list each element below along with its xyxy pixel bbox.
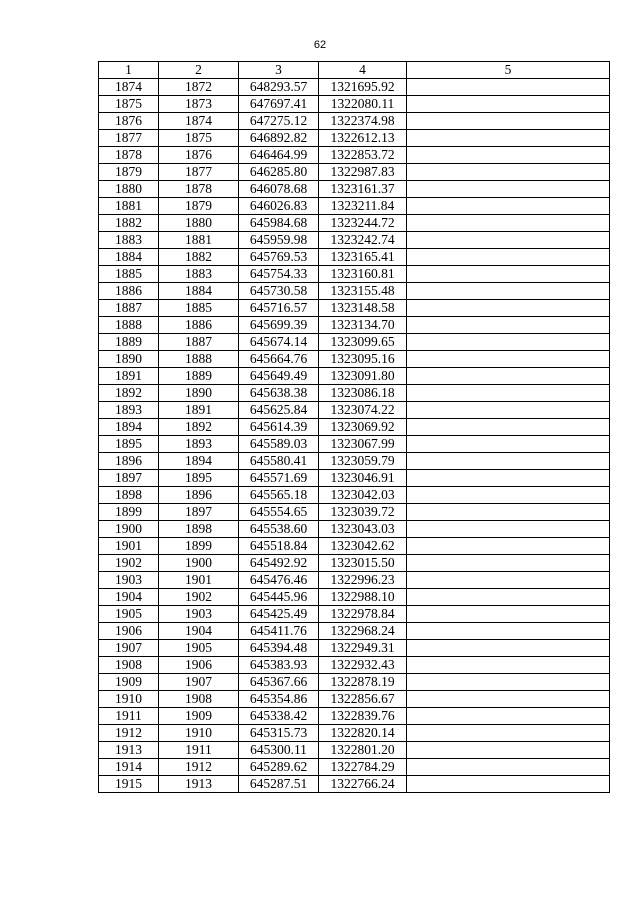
x-coordinate-cell: 645476.46: [239, 572, 319, 589]
point-number-cell: 1914: [99, 759, 159, 776]
table-row: [99, 606, 610, 623]
x-coordinate-cell: 645354.86: [239, 691, 319, 708]
point-number-cell: 1903: [99, 572, 159, 589]
table-row: [99, 130, 610, 147]
page-number: 62: [313, 39, 327, 51]
column-header-5: 5: [407, 62, 610, 79]
point-number-cell: 1900: [99, 521, 159, 538]
point-number-cell: 1887: [99, 300, 159, 317]
x-coordinate-cell: 645730.58: [239, 283, 319, 300]
x-coordinate-cell: 645383.93: [239, 657, 319, 674]
ref-number-cell: 1872: [159, 79, 239, 96]
x-coordinate-cell: 645538.60: [239, 521, 319, 538]
ref-number-cell: 1885: [159, 300, 239, 317]
note-cell: [407, 555, 610, 572]
x-coordinate-cell: 645411.76: [239, 623, 319, 640]
y-coordinate-cell: 1323161.37: [319, 181, 407, 198]
table-row: [99, 232, 610, 249]
x-coordinate-cell: 646892.82: [239, 130, 319, 147]
y-coordinate-cell: 1322978.84: [319, 606, 407, 623]
coordinates-table: [98, 61, 610, 793]
point-number-cell: 1901: [99, 538, 159, 555]
y-coordinate-cell: 1322801.20: [319, 742, 407, 759]
note-cell: [407, 572, 610, 589]
x-coordinate-cell: 645518.84: [239, 538, 319, 555]
ref-number-cell: 1893: [159, 436, 239, 453]
y-coordinate-cell: 1323067.99: [319, 436, 407, 453]
note-cell: [407, 147, 610, 164]
y-coordinate-cell: 1322839.76: [319, 708, 407, 725]
note-cell: [407, 453, 610, 470]
x-coordinate-cell: 645674.14: [239, 334, 319, 351]
table-row: [99, 79, 610, 96]
point-number-cell: 1894: [99, 419, 159, 436]
table-row: [99, 691, 610, 708]
table-row: [99, 555, 610, 572]
table-body: [99, 79, 610, 793]
note-cell: [407, 249, 610, 266]
note-cell: [407, 164, 610, 181]
point-number-cell: 1884: [99, 249, 159, 266]
ref-number-cell: 1909: [159, 708, 239, 725]
ref-number-cell: 1882: [159, 249, 239, 266]
x-coordinate-cell: 648293.57: [239, 79, 319, 96]
y-coordinate-cell: 1322374.98: [319, 113, 407, 130]
y-coordinate-cell: 1323148.58: [319, 300, 407, 317]
y-coordinate-cell: 1323091.80: [319, 368, 407, 385]
table-row: [99, 419, 610, 436]
ref-number-cell: 1876: [159, 147, 239, 164]
y-coordinate-cell: 1323074.22: [319, 402, 407, 419]
y-coordinate-cell: 1322820.14: [319, 725, 407, 742]
ref-number-cell: 1873: [159, 96, 239, 113]
point-number-cell: 1906: [99, 623, 159, 640]
point-number-cell: 1896: [99, 453, 159, 470]
table-row: [99, 453, 610, 470]
note-cell: [407, 368, 610, 385]
table-row: [99, 640, 610, 657]
y-coordinate-cell: 1323086.18: [319, 385, 407, 402]
table-row: [99, 368, 610, 385]
point-number-cell: 1879: [99, 164, 159, 181]
ref-number-cell: 1887: [159, 334, 239, 351]
y-coordinate-cell: 1323165.41: [319, 249, 407, 266]
point-number-cell: 1890: [99, 351, 159, 368]
point-number-cell: 1902: [99, 555, 159, 572]
table-header-row: [99, 62, 610, 79]
table-row: [99, 572, 610, 589]
note-cell: [407, 606, 610, 623]
ref-number-cell: 1879: [159, 198, 239, 215]
note-cell: [407, 113, 610, 130]
table-row: [99, 657, 610, 674]
x-coordinate-cell: 645492.92: [239, 555, 319, 572]
point-number-cell: 1913: [99, 742, 159, 759]
x-coordinate-cell: 646285.80: [239, 164, 319, 181]
point-number-cell: 1882: [99, 215, 159, 232]
note-cell: [407, 266, 610, 283]
y-coordinate-cell: 1322968.24: [319, 623, 407, 640]
table-row: [99, 742, 610, 759]
point-number-cell: 1885: [99, 266, 159, 283]
note-cell: [407, 317, 610, 334]
y-coordinate-cell: 1322987.83: [319, 164, 407, 181]
ref-number-cell: 1886: [159, 317, 239, 334]
point-number-cell: 1876: [99, 113, 159, 130]
point-number-cell: 1907: [99, 640, 159, 657]
note-cell: [407, 300, 610, 317]
table-row: [99, 266, 610, 283]
column-header-1: 1: [99, 62, 159, 79]
column-header-3: 3: [239, 62, 319, 79]
y-coordinate-cell: 1321695.92: [319, 79, 407, 96]
table-row: [99, 487, 610, 504]
table-row: [99, 759, 610, 776]
x-coordinate-cell: 646464.99: [239, 147, 319, 164]
note-cell: [407, 181, 610, 198]
y-coordinate-cell: 1323042.62: [319, 538, 407, 555]
note-cell: [407, 640, 610, 657]
y-coordinate-cell: 1322932.43: [319, 657, 407, 674]
y-coordinate-cell: 1323134.70: [319, 317, 407, 334]
note-cell: [407, 198, 610, 215]
table-row: [99, 470, 610, 487]
point-number-cell: 1893: [99, 402, 159, 419]
ref-number-cell: 1902: [159, 589, 239, 606]
x-coordinate-cell: 645445.96: [239, 589, 319, 606]
ref-number-cell: 1912: [159, 759, 239, 776]
note-cell: [407, 742, 610, 759]
x-coordinate-cell: 647275.12: [239, 113, 319, 130]
y-coordinate-cell: 1322784.29: [319, 759, 407, 776]
ref-number-cell: 1881: [159, 232, 239, 249]
y-coordinate-cell: 1322988.10: [319, 589, 407, 606]
y-coordinate-cell: 1323043.03: [319, 521, 407, 538]
note-cell: [407, 776, 610, 793]
note-cell: [407, 759, 610, 776]
point-number-cell: 1886: [99, 283, 159, 300]
note-cell: [407, 79, 610, 96]
table-row: [99, 113, 610, 130]
ref-number-cell: 1875: [159, 130, 239, 147]
x-coordinate-cell: 645287.51: [239, 776, 319, 793]
note-cell: [407, 504, 610, 521]
note-cell: [407, 436, 610, 453]
table-row: [99, 674, 610, 691]
x-coordinate-cell: 645716.57: [239, 300, 319, 317]
y-coordinate-cell: 1322080.11: [319, 96, 407, 113]
note-cell: [407, 334, 610, 351]
table-row: [99, 198, 610, 215]
ref-number-cell: 1884: [159, 283, 239, 300]
y-coordinate-cell: 1323039.72: [319, 504, 407, 521]
ref-number-cell: 1913: [159, 776, 239, 793]
table-row: [99, 181, 610, 198]
y-coordinate-cell: 1322853.72: [319, 147, 407, 164]
point-number-cell: 1883: [99, 232, 159, 249]
table-row: [99, 147, 610, 164]
column-header-2: 2: [159, 62, 239, 79]
note-cell: [407, 691, 610, 708]
x-coordinate-cell: 645649.49: [239, 368, 319, 385]
point-number-cell: 1899: [99, 504, 159, 521]
point-number-cell: 1898: [99, 487, 159, 504]
ref-number-cell: 1894: [159, 453, 239, 470]
point-number-cell: 1881: [99, 198, 159, 215]
point-number-cell: 1912: [99, 725, 159, 742]
column-header-4: 4: [319, 62, 407, 79]
x-coordinate-cell: 645394.48: [239, 640, 319, 657]
note-cell: [407, 674, 610, 691]
ref-number-cell: 1901: [159, 572, 239, 589]
note-cell: [407, 470, 610, 487]
x-coordinate-cell: 645664.76: [239, 351, 319, 368]
note-cell: [407, 708, 610, 725]
x-coordinate-cell: 645769.53: [239, 249, 319, 266]
table-row: [99, 436, 610, 453]
x-coordinate-cell: 646078.68: [239, 181, 319, 198]
ref-number-cell: 1891: [159, 402, 239, 419]
table-row: [99, 708, 610, 725]
ref-number-cell: 1889: [159, 368, 239, 385]
y-coordinate-cell: 1323242.74: [319, 232, 407, 249]
ref-number-cell: 1896: [159, 487, 239, 504]
table-row: [99, 334, 610, 351]
y-coordinate-cell: 1323059.79: [319, 453, 407, 470]
point-number-cell: 1895: [99, 436, 159, 453]
ref-number-cell: 1905: [159, 640, 239, 657]
y-coordinate-cell: 1323211.84: [319, 198, 407, 215]
note-cell: [407, 589, 610, 606]
point-number-cell: 1891: [99, 368, 159, 385]
x-coordinate-cell: 645425.49: [239, 606, 319, 623]
table-row: [99, 521, 610, 538]
ref-number-cell: 1899: [159, 538, 239, 555]
ref-number-cell: 1906: [159, 657, 239, 674]
table-row: [99, 300, 610, 317]
note-cell: [407, 283, 610, 300]
table-row: [99, 776, 610, 793]
y-coordinate-cell: 1322996.23: [319, 572, 407, 589]
point-number-cell: 1904: [99, 589, 159, 606]
table-row: [99, 385, 610, 402]
x-coordinate-cell: 645625.84: [239, 402, 319, 419]
ref-number-cell: 1883: [159, 266, 239, 283]
x-coordinate-cell: 645300.11: [239, 742, 319, 759]
x-coordinate-cell: 645984.68: [239, 215, 319, 232]
table-row: [99, 402, 610, 419]
table-row: [99, 215, 610, 232]
point-number-cell: 1875: [99, 96, 159, 113]
note-cell: [407, 623, 610, 640]
point-number-cell: 1892: [99, 385, 159, 402]
x-coordinate-cell: 645554.65: [239, 504, 319, 521]
ref-number-cell: 1895: [159, 470, 239, 487]
ref-number-cell: 1903: [159, 606, 239, 623]
x-coordinate-cell: 645614.39: [239, 419, 319, 436]
y-coordinate-cell: 1323099.65: [319, 334, 407, 351]
x-coordinate-cell: 645367.66: [239, 674, 319, 691]
ref-number-cell: 1910: [159, 725, 239, 742]
ref-number-cell: 1907: [159, 674, 239, 691]
y-coordinate-cell: 1323095.16: [319, 351, 407, 368]
y-coordinate-cell: 1323015.50: [319, 555, 407, 572]
point-number-cell: 1915: [99, 776, 159, 793]
point-number-cell: 1905: [99, 606, 159, 623]
note-cell: [407, 419, 610, 436]
table-row: [99, 589, 610, 606]
note-cell: [407, 402, 610, 419]
y-coordinate-cell: 1323042.03: [319, 487, 407, 504]
point-number-cell: 1880: [99, 181, 159, 198]
x-coordinate-cell: 645589.03: [239, 436, 319, 453]
x-coordinate-cell: 645754.33: [239, 266, 319, 283]
note-cell: [407, 96, 610, 113]
y-coordinate-cell: 1323046.91: [319, 470, 407, 487]
note-cell: [407, 385, 610, 402]
x-coordinate-cell: 645699.39: [239, 317, 319, 334]
x-coordinate-cell: 645338.42: [239, 708, 319, 725]
point-number-cell: 1910: [99, 691, 159, 708]
y-coordinate-cell: 1322949.31: [319, 640, 407, 657]
point-number-cell: 1897: [99, 470, 159, 487]
table-row: [99, 623, 610, 640]
point-number-cell: 1888: [99, 317, 159, 334]
note-cell: [407, 130, 610, 147]
ref-number-cell: 1880: [159, 215, 239, 232]
note-cell: [407, 232, 610, 249]
table-row: [99, 317, 610, 334]
x-coordinate-cell: 647697.41: [239, 96, 319, 113]
point-number-cell: 1908: [99, 657, 159, 674]
y-coordinate-cell: 1323160.81: [319, 266, 407, 283]
ref-number-cell: 1890: [159, 385, 239, 402]
ref-number-cell: 1877: [159, 164, 239, 181]
point-number-cell: 1878: [99, 147, 159, 164]
note-cell: [407, 215, 610, 232]
point-number-cell: 1911: [99, 708, 159, 725]
table-row: [99, 538, 610, 555]
table-row: [99, 96, 610, 113]
note-cell: [407, 657, 610, 674]
ref-number-cell: 1900: [159, 555, 239, 572]
ref-number-cell: 1888: [159, 351, 239, 368]
x-coordinate-cell: 646026.83: [239, 198, 319, 215]
note-cell: [407, 538, 610, 555]
x-coordinate-cell: 645638.38: [239, 385, 319, 402]
x-coordinate-cell: 645571.69: [239, 470, 319, 487]
y-coordinate-cell: 1323069.92: [319, 419, 407, 436]
y-coordinate-cell: 1322878.19: [319, 674, 407, 691]
ref-number-cell: 1878: [159, 181, 239, 198]
ref-number-cell: 1897: [159, 504, 239, 521]
note-cell: [407, 521, 610, 538]
y-coordinate-cell: 1322856.67: [319, 691, 407, 708]
point-number-cell: 1874: [99, 79, 159, 96]
x-coordinate-cell: 645580.41: [239, 453, 319, 470]
table-row: [99, 504, 610, 521]
note-cell: [407, 487, 610, 504]
ref-number-cell: 1898: [159, 521, 239, 538]
note-cell: [407, 725, 610, 742]
point-number-cell: 1877: [99, 130, 159, 147]
x-coordinate-cell: 645289.62: [239, 759, 319, 776]
x-coordinate-cell: 645565.18: [239, 487, 319, 504]
ref-number-cell: 1911: [159, 742, 239, 759]
y-coordinate-cell: 1322612.13: [319, 130, 407, 147]
table-row: [99, 249, 610, 266]
point-number-cell: 1909: [99, 674, 159, 691]
x-coordinate-cell: 645959.98: [239, 232, 319, 249]
table-row: [99, 283, 610, 300]
y-coordinate-cell: 1323244.72: [319, 215, 407, 232]
ref-number-cell: 1908: [159, 691, 239, 708]
ref-number-cell: 1904: [159, 623, 239, 640]
point-number-cell: 1889: [99, 334, 159, 351]
note-cell: [407, 351, 610, 368]
x-coordinate-cell: 645315.73: [239, 725, 319, 742]
ref-number-cell: 1892: [159, 419, 239, 436]
ref-number-cell: 1874: [159, 113, 239, 130]
table-row: [99, 164, 610, 181]
table-row: [99, 725, 610, 742]
y-coordinate-cell: 1322766.24: [319, 776, 407, 793]
table-row: [99, 351, 610, 368]
y-coordinate-cell: 1323155.48: [319, 283, 407, 300]
